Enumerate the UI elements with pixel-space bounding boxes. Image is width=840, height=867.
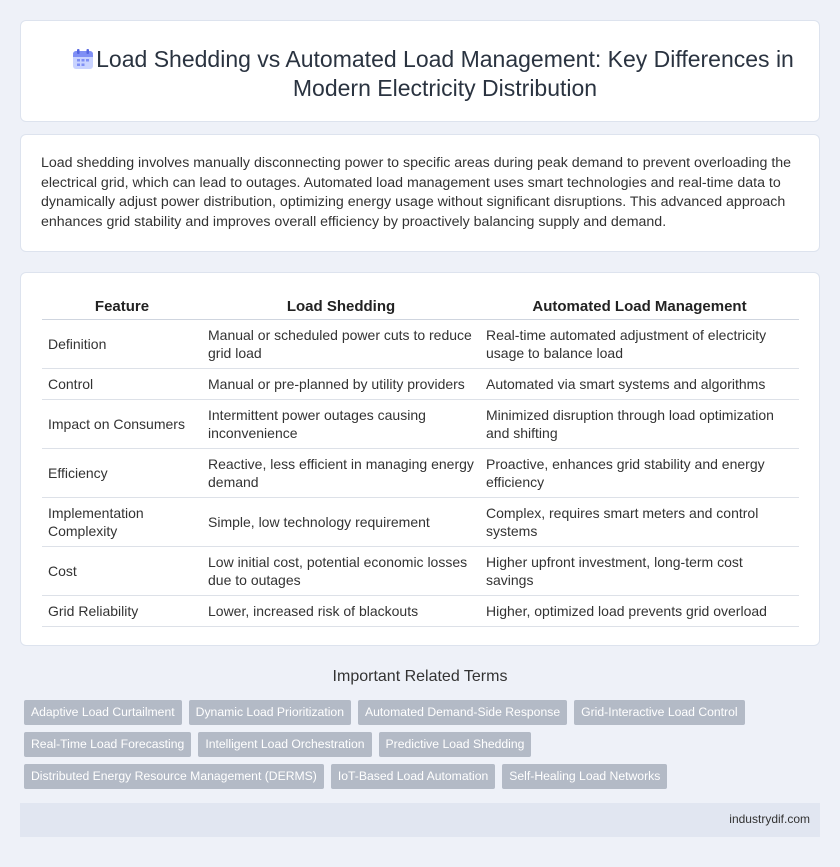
table-cell: Complex, requires smart meters and control systems <box>480 497 799 546</box>
related-term-tag[interactable]: Adaptive Load Curtailment <box>24 700 182 725</box>
table-cell: Impact on Consumers <box>42 399 202 448</box>
intro-card <box>20 134 820 252</box>
table-row <box>42 448 799 497</box>
table-row <box>42 399 799 448</box>
table-row <box>42 595 799 626</box>
related-term-tag[interactable]: IoT-Based Load Automation <box>331 764 495 789</box>
related-term-tag[interactable]: Dynamic Load Prioritization <box>189 700 351 725</box>
table-cell: Cost <box>42 546 202 595</box>
table-cell: Proactive, enhances grid stability and energy efficiency <box>480 448 799 497</box>
page-title: Load Shedding vs Automated Load Management: Key Differences in Modern Electricity Distribution <box>96 46 794 101</box>
table-cell: Low initial cost, potential economic losses due to outages <box>202 546 480 595</box>
table-cell: Automated via smart systems and algorithms <box>480 368 799 399</box>
table-header-cell: Feature <box>42 295 202 319</box>
related-terms-tags <box>24 700 824 796</box>
table-header-row <box>42 295 799 319</box>
comparison-table-card <box>20 272 820 646</box>
related-term-tag[interactable]: Grid-Interactive Load Control <box>574 700 744 725</box>
table-row <box>42 546 799 595</box>
table-cell: Manual or pre-planned by utility providers <box>202 368 480 399</box>
table-cell: Real-time automated adjustment of electricity usage to balance load <box>480 319 799 368</box>
footer <box>20 803 820 837</box>
table-cell: Higher upfront investment, long-term cost savings <box>480 546 799 595</box>
header-card <box>20 20 820 122</box>
related-term-tag[interactable]: Real-Time Load Forecasting <box>24 732 191 757</box>
related-term-tag[interactable]: Predictive Load Shedding <box>379 732 532 757</box>
table-cell: Reactive, less efficient in managing energy demand <box>202 448 480 497</box>
table-cell: Minimized disruption through load optimization and shifting <box>480 399 799 448</box>
table-cell: Simple, low technology requirement <box>202 497 480 546</box>
table-header-cell: Automated Load Management <box>480 295 799 319</box>
related-term-tag[interactable]: Automated Demand-Side Response <box>358 700 567 725</box>
table-cell: Intermittent power outages causing inconvenience <box>202 399 480 448</box>
table-cell: Definition <box>42 319 202 368</box>
table-cell: Manual or scheduled power cuts to reduce grid load <box>202 319 480 368</box>
related-term-tag[interactable]: Self-Healing Load Networks <box>502 764 667 789</box>
table-row <box>42 497 799 546</box>
table-row <box>42 368 799 399</box>
table-cell: Higher, optimized load prevents grid overload <box>480 595 799 626</box>
table-row <box>42 319 799 368</box>
related-terms-title: Important Related Terms <box>332 668 508 685</box>
table-cell: Control <box>42 368 202 399</box>
table-cell: Efficiency <box>42 448 202 497</box>
related-term-tag[interactable]: Distributed Energy Resource Management (DERMS) <box>24 764 324 789</box>
table-cell: Implementation Complexity <box>42 497 202 546</box>
footer-site-link[interactable]: industrydif.com <box>729 812 810 826</box>
table-cell: Grid Reliability <box>42 595 202 626</box>
comparison-table <box>42 295 799 627</box>
intro-text: Load shedding involves manually disconnecting power to specific areas during peak demand to prevent overloading the electrical grid, which can lead to outages. Automated load management uses smart technologies and real-time data to dynamically adjust power distribution, optimizing energy usage without significant disruptions. This advanced approach enhances grid stability and improves overall efficiency by proactively balancing supply and demand. <box>41 155 792 230</box>
table-cell: Lower, increased risk of blackouts <box>202 595 480 626</box>
table-header-cell: Load Shedding <box>202 295 480 319</box>
related-term-tag[interactable]: Intelligent Load Orchestration <box>198 732 371 757</box>
